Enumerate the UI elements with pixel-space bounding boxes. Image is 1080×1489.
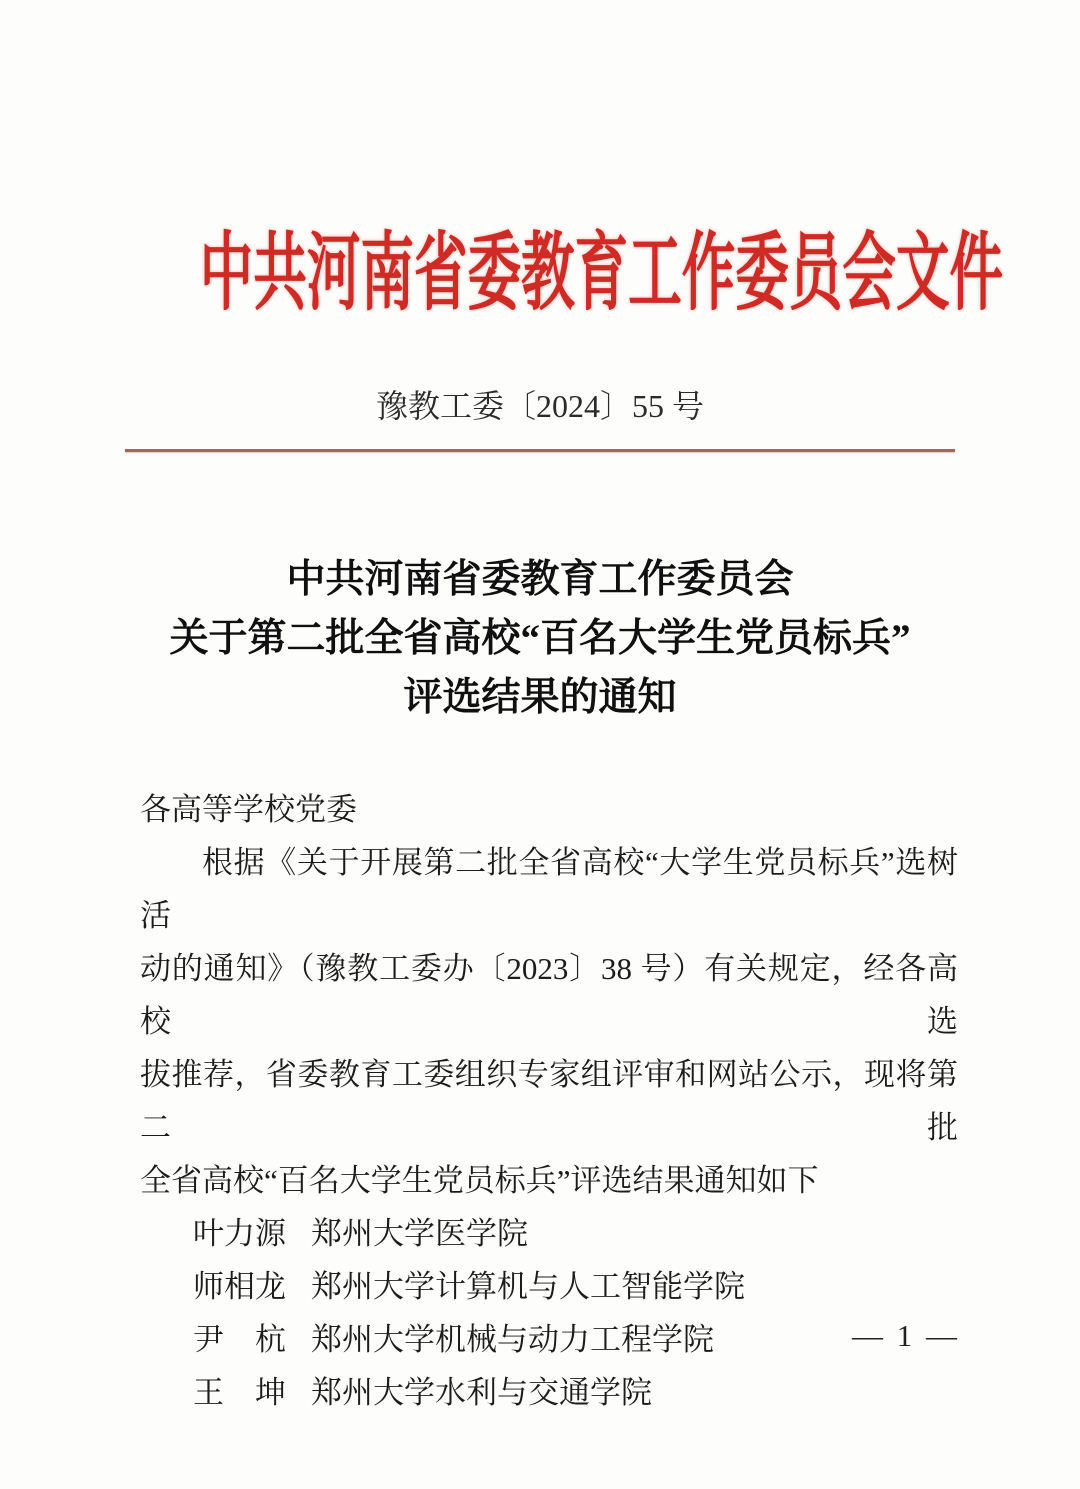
- title-line-2: 关于第二批全省高校“百名大学生党员标兵”: [169, 617, 911, 661]
- title-line-1: 中共河南省委教育工作委员会: [286, 558, 794, 602]
- letterhead-banner: 中共河南省委教育工作委员会文件: [199, 227, 1004, 321]
- awardee-row: [140, 1366, 958, 1419]
- awardee-school: 郑州大学计算机与人工智能学院: [311, 1269, 745, 1305]
- awardee-school: 郑州大学机械与动力工程学院: [311, 1322, 714, 1358]
- awardee-name: 叶力源: [193, 1216, 286, 1252]
- red-separator-rule: [125, 449, 955, 452]
- title-line-3: 评选结果的通知: [403, 676, 677, 720]
- document-body: [140, 783, 958, 1419]
- awardee-row: [140, 1207, 958, 1260]
- paragraph-line: 动的通知》（豫教工委办〔2023〕38 号）有关规定，经各高校选: [140, 951, 958, 1040]
- salutation: 各高等学校党委: [140, 792, 357, 828]
- awardee-list: [140, 1207, 958, 1419]
- paragraph-line: 拔推荐，省委教育工委组织专家组评审和网站公示，现将第二批: [140, 1057, 958, 1146]
- paragraph: [140, 836, 958, 1207]
- awardee-name: 师相龙: [193, 1269, 286, 1305]
- awardee-name: 尹 杭: [193, 1322, 286, 1358]
- page-number: — 1 —: [852, 1318, 960, 1353]
- document-reference-number: 豫教工委〔2024〕55 号: [375, 387, 704, 424]
- paragraph-line: 根据《关于开展第二批全省高校“大学生党员标兵”选树活: [140, 845, 958, 934]
- awardee-row: [140, 1313, 958, 1366]
- awardee-name: 王 坤: [193, 1375, 286, 1411]
- paragraph-line: 全省高校“百名大学生党员标兵”评选结果通知如下: [140, 1163, 819, 1199]
- awardee-row: [140, 1260, 958, 1313]
- document-title: [0, 550, 1080, 727]
- awardee-school: 郑州大学水利与交通学院: [311, 1375, 652, 1411]
- awardee-school: 郑州大学医学院: [311, 1216, 528, 1252]
